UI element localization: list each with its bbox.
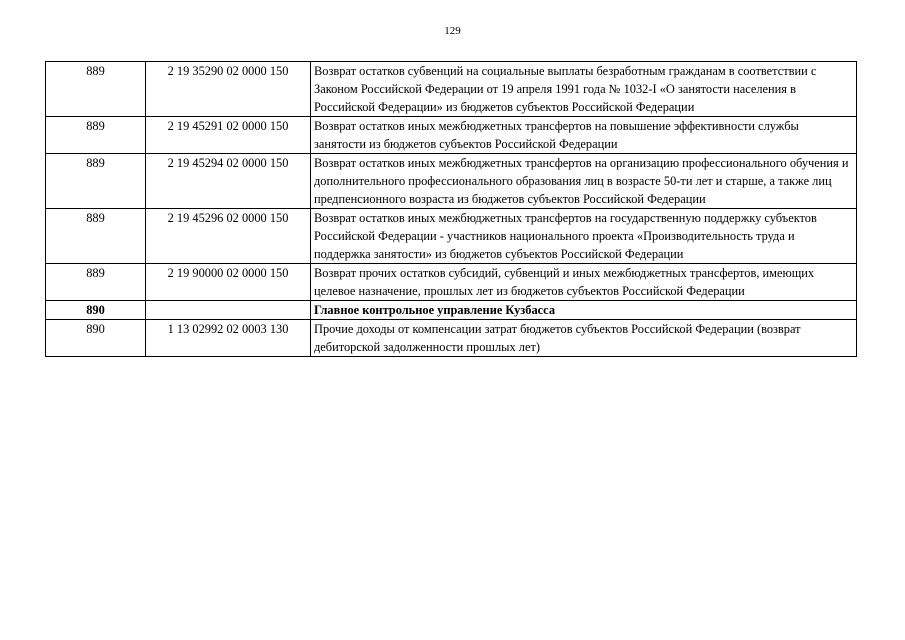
table-row <box>46 117 857 154</box>
revenue-name-cell: Возврат остатков субвенций на социальные выплаты безработным гражданам в соответствии с Законом Российской Федерации от 19 апреля 1991 года № 1032-I «О занятости населения в Российской Федерации» из бюджетов субъектов Российской Федерации <box>311 62 857 117</box>
administrator-header-row <box>46 301 857 320</box>
revenue-code-cell: 1 13 02992 02 0003 130 <box>146 320 311 357</box>
admin-code-cell: 889 <box>46 154 146 209</box>
revenue-code-cell <box>146 301 311 320</box>
revenue-name-cell: Возврат остатков иных межбюджетных трансфертов на государственную поддержку субъектов Российской Федерации - участников национального проекта «Производительность труда и поддержка занятости» из бюджетов субъектов Российской Федерации <box>311 209 857 264</box>
revenue-name-cell: Возврат прочих остатков субсидий, субвенций и иных межбюджетных трансфертов, имеющих целевое назначение, прошлых лет из бюджетов субъектов Российской Федерации <box>311 264 857 301</box>
budget-classification-table <box>45 61 857 357</box>
table-row <box>46 154 857 209</box>
admin-code-cell: 890 <box>46 320 146 357</box>
revenue-name-cell: Возврат остатков иных межбюджетных трансфертов на повышение эффективности службы занятости из бюджетов субъектов Российской Федерации <box>311 117 857 154</box>
table-row <box>46 62 857 117</box>
administrator-name-cell: Главное контрольное управление Кузбасса <box>311 301 857 320</box>
revenue-code-cell: 2 19 35290 02 0000 150 <box>146 62 311 117</box>
revenue-code-cell: 2 19 45296 02 0000 150 <box>146 209 311 264</box>
table-row <box>46 320 857 357</box>
revenue-name-cell: Прочие доходы от компенсации затрат бюджетов субъектов Российской Федерации (возврат дебиторской задолженности прошлых лет) <box>311 320 857 357</box>
admin-code-cell: 890 <box>46 301 146 320</box>
admin-code-cell: 889 <box>46 209 146 264</box>
page-number: 129 <box>444 25 461 37</box>
admin-code-cell: 889 <box>46 264 146 301</box>
table-row <box>46 264 857 301</box>
table-row <box>46 209 857 264</box>
revenue-name-cell: Возврат остатков иных межбюджетных трансфертов на организацию профессионального обучения и дополнительного профессионального образования лиц в возрасте 50-ти лет и старше, а также лиц предпенсионного возраста из бюджетов субъектов Российской Федерации <box>311 154 857 209</box>
admin-code-cell: 889 <box>46 117 146 154</box>
revenue-code-cell: 2 19 45291 02 0000 150 <box>146 117 311 154</box>
revenue-code-cell: 2 19 90000 02 0000 150 <box>146 264 311 301</box>
admin-code-cell: 889 <box>46 62 146 117</box>
revenue-code-cell: 2 19 45294 02 0000 150 <box>146 154 311 209</box>
